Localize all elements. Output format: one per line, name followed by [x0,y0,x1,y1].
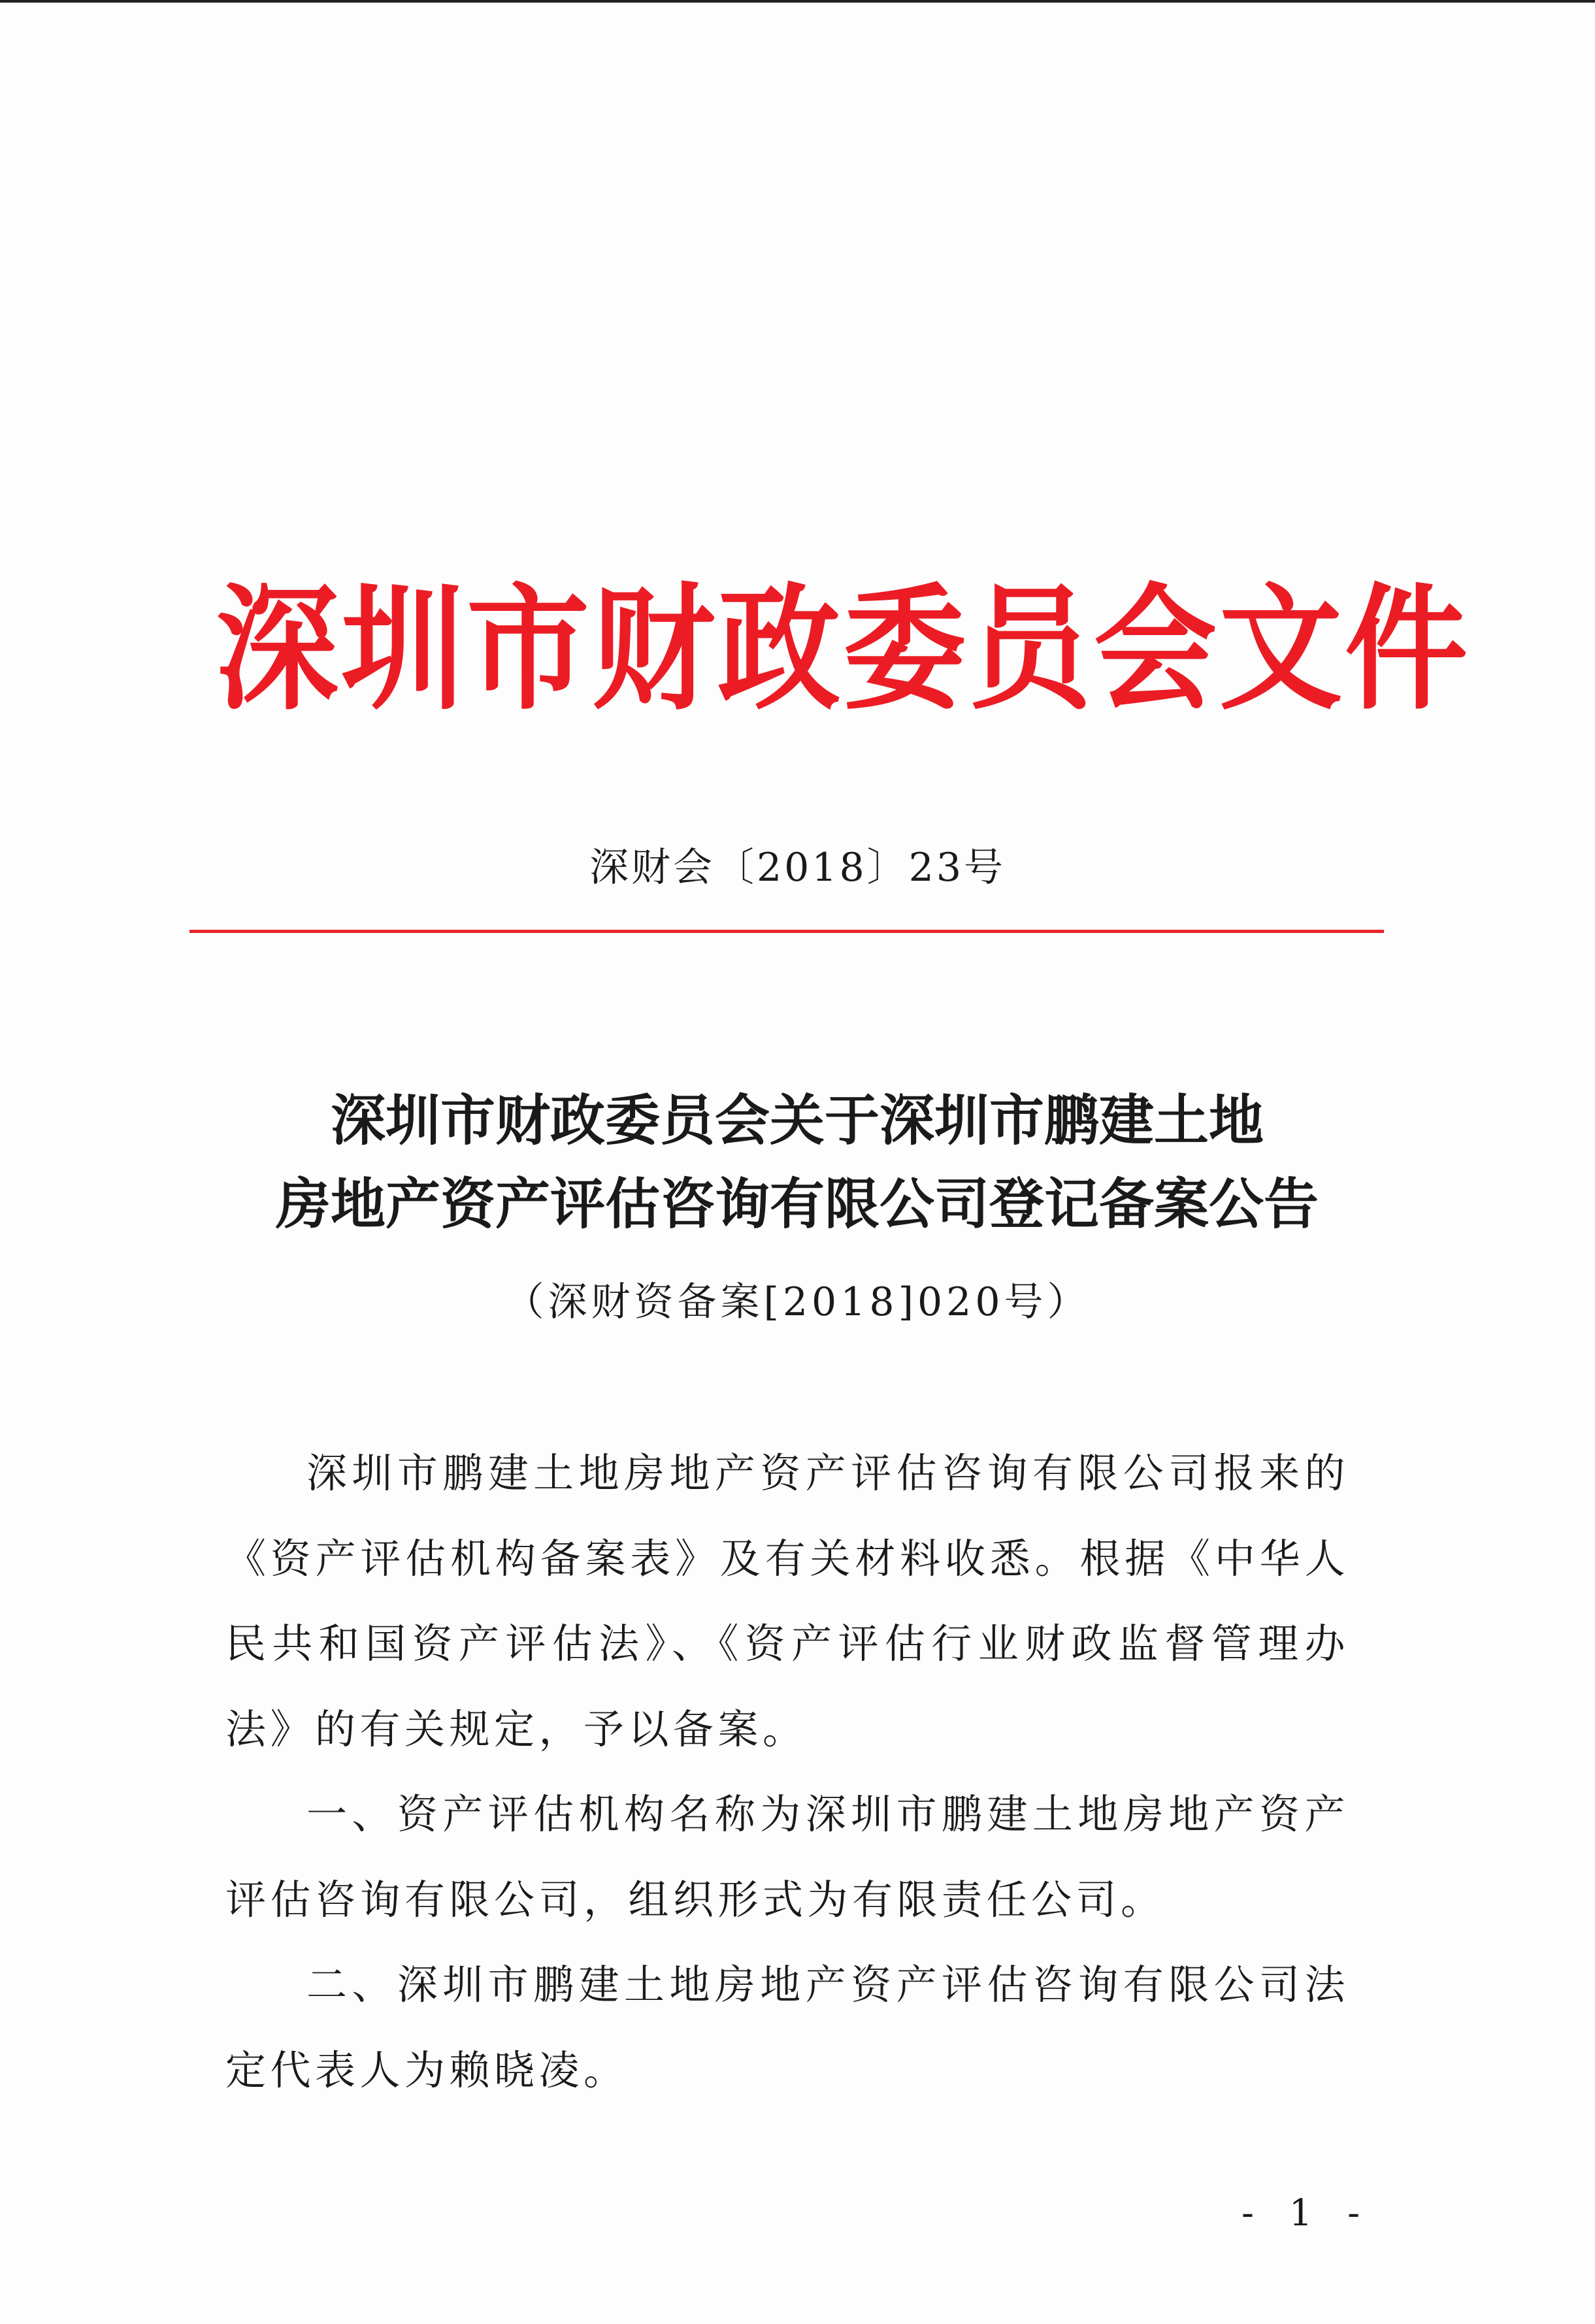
scan-top-edge [0,0,1595,3]
document-header-title: 深圳市财政委员会文件 [216,571,1470,728]
notice-title-line-2: 房地产资产评估咨询有限公司登记备案公告 [275,1171,1319,1236]
notice-body [225,1431,1349,2113]
header-divider [189,930,1384,933]
body-paragraph: 二、深圳市鹏建土地房地产资产评估咨询有限公司法定代表人为赖晓凌。 [225,1961,1349,2094]
body-paragraph: 一、资产评估机构名称为深圳市鹏建土地房地产资产评估咨询有限公司，组织形式为有限责任公司。 [225,1790,1349,1923]
body-paragraph: 深圳市鹏建土地房地产资产评估咨询有限公司报来的《资产评估机构备案表》及有关材料收悉。根据《中华人民共和国资产评估法》、《资产评估行业财政监督管理办法》的有关规定，予以备案。 [225,1449,1349,1753]
notice-title-line-1: 深圳市财政委员会关于深圳市鹏建土地 [330,1088,1264,1153]
document-number: 深财会〔2018〕23号 [589,845,1006,891]
page-number: - 1 - [1241,2192,1372,2234]
notice-subtitle: （深财资备案[2018]020号） [504,1279,1091,1325]
